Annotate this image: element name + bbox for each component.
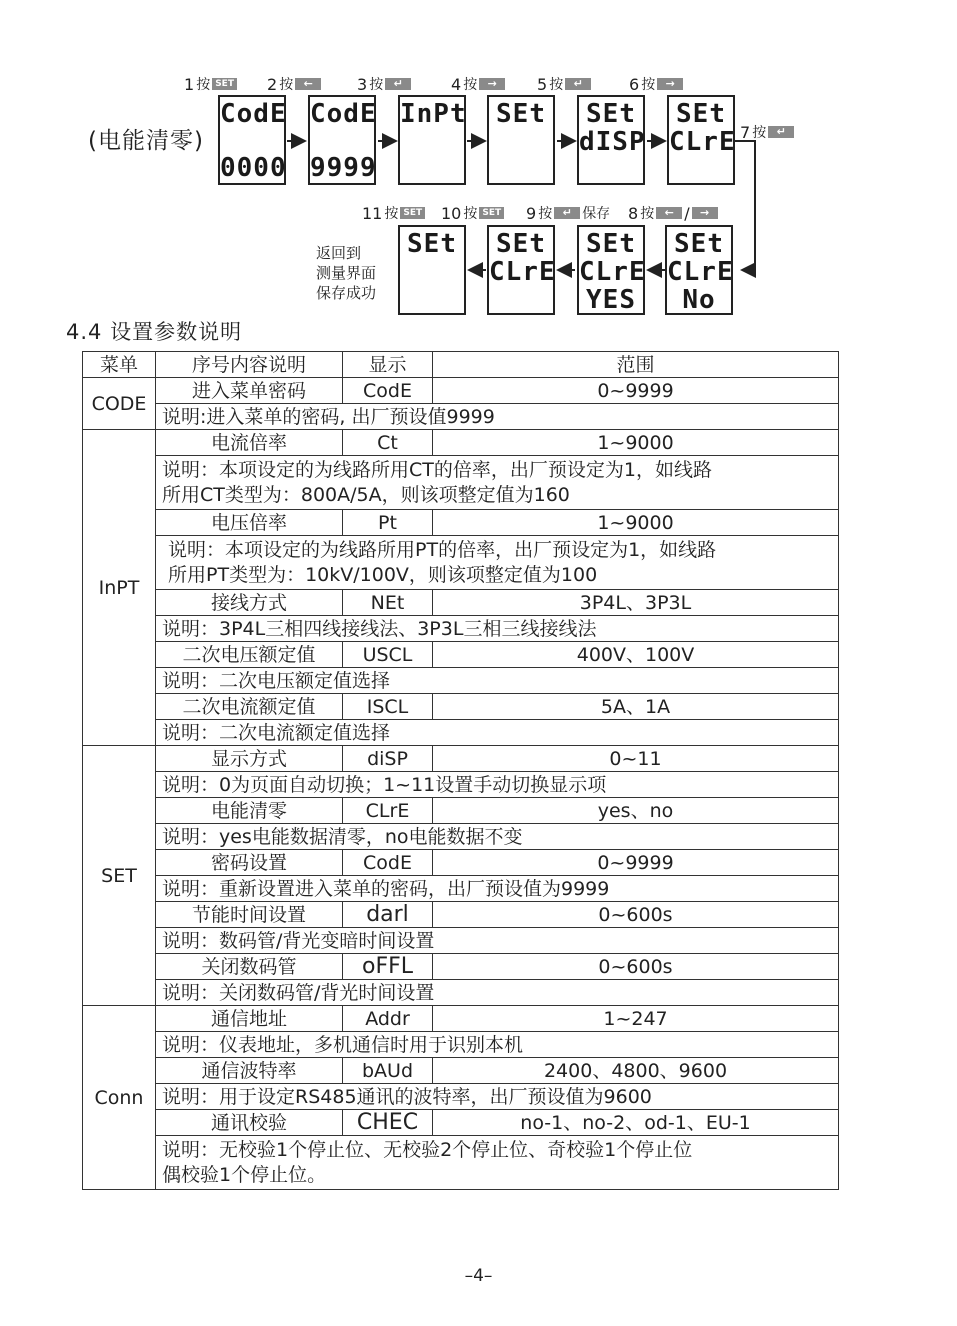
lcd-line-bottom: No	[682, 285, 716, 315]
item-range: 1~247	[433, 1006, 839, 1032]
table-note-row	[83, 720, 839, 746]
step-2	[267, 74, 321, 94]
item-note	[156, 536, 839, 590]
lcd-set	[487, 95, 555, 185]
step-3	[357, 74, 411, 94]
table-note-row	[83, 928, 839, 954]
item-note: 说明：yes电能数据清零，no电能数据不变	[156, 824, 839, 850]
item-display: bAUd	[343, 1058, 433, 1084]
lcd-set-clre-saved	[487, 225, 555, 315]
lcd-line-bottom: dISP	[579, 127, 646, 157]
menu-cell-conn: Conn	[83, 1006, 156, 1190]
menu-cell-inpt: InPT	[83, 430, 156, 746]
step-7	[740, 122, 794, 142]
table-note-row	[83, 876, 839, 902]
item-range: yes、no	[433, 798, 839, 824]
header-menu: 菜单	[83, 352, 156, 378]
step-text: 按	[549, 77, 564, 93]
table-row	[83, 1110, 839, 1136]
item-note-line: 所用PT类型为：10kV/100V，则该项整定值为100	[168, 563, 598, 586]
return-note-line: 测量界面	[316, 264, 377, 282]
item-name: 二次电流额定值	[156, 694, 343, 720]
item-display: oFFL	[343, 954, 433, 980]
lcd-line-middle: CLrE	[667, 257, 734, 287]
set-key-icon: SET	[479, 207, 504, 219]
table-note-row	[83, 824, 839, 850]
table-row	[83, 694, 839, 720]
table-note-row	[83, 536, 839, 590]
step-number: 5	[537, 74, 548, 94]
table-row	[83, 1058, 839, 1084]
step-text: 按	[463, 206, 478, 222]
table-row	[83, 954, 839, 980]
step-number: 8	[628, 203, 639, 223]
lcd-code-0000	[218, 95, 286, 185]
lcd-set-final	[398, 225, 466, 315]
item-range: no-1、no-2、od-1、EU-1	[433, 1110, 839, 1136]
step-text: 按	[641, 77, 656, 93]
table-note-row	[83, 772, 839, 798]
item-display: CLrE	[343, 798, 433, 824]
item-display: Ct	[343, 430, 433, 456]
lcd-line-top: SEt	[676, 99, 726, 129]
item-name: 显示方式	[156, 746, 343, 772]
step-6	[629, 74, 683, 94]
item-note	[156, 1136, 839, 1190]
enter-key-icon: ↵	[565, 78, 591, 90]
item-name: 密码设置	[156, 850, 343, 876]
step-number: 3	[357, 74, 368, 94]
right-arrow-key-icon: →	[479, 78, 505, 90]
step-number: 6	[629, 74, 640, 94]
item-display: CodE	[343, 378, 433, 404]
step-11	[362, 203, 425, 223]
item-display: diSP	[343, 746, 433, 772]
step-text: 按	[384, 206, 399, 222]
step-number: 11	[362, 203, 383, 223]
lcd-line-bottom: 0000	[220, 153, 287, 183]
step-number: 9	[526, 203, 537, 223]
return-note-line: 保存成功	[316, 284, 377, 302]
table-note-row	[83, 668, 839, 694]
item-range: 5A、1A	[433, 694, 839, 720]
item-range: 0~600s	[433, 954, 839, 980]
item-name: 接线方式	[156, 590, 343, 616]
item-name: 通讯校验	[156, 1110, 343, 1136]
step-separator: /	[684, 203, 690, 223]
lcd-line-top: CodE	[220, 99, 287, 129]
flow-diagram	[0, 0, 957, 320]
lcd-set-clre-no	[665, 225, 733, 315]
lcd-line-top: CodE	[310, 99, 377, 129]
lcd-set-clre-yes	[577, 225, 645, 315]
item-note: 说明:进入菜单的密码, 出厂预设值9999	[156, 404, 839, 430]
step-number: 7	[740, 122, 751, 142]
table-row	[83, 1006, 839, 1032]
table-note-row	[83, 1136, 839, 1190]
lcd-set-clre	[667, 95, 735, 185]
table-row	[83, 798, 839, 824]
lcd-line-top: InPt	[400, 99, 467, 129]
set-key-icon: SET	[400, 207, 425, 219]
table-note-row	[83, 1032, 839, 1058]
lcd-line-bottom: CLrE	[669, 127, 736, 157]
item-note: 说明：3P4L三相四线接线法、3P3L三相三线接线法	[156, 616, 839, 642]
item-note-line: 说明：无校验1个停止位、无校验2个停止位、奇校验1个停止位	[162, 1138, 693, 1161]
lcd-set-disp	[577, 95, 645, 185]
enter-key-icon: ↵	[768, 126, 794, 138]
lcd-line-top: SEt	[407, 229, 457, 259]
item-range: 0~9999	[433, 850, 839, 876]
item-name: 节能时间设置	[156, 902, 343, 928]
item-note: 说明：二次电压额定值选择	[156, 668, 839, 694]
table-row	[83, 378, 839, 404]
item-note: 说明：用于设定RS485通讯的波特率，出厂预设值为9600	[156, 1084, 839, 1110]
lcd-line-top: SEt	[674, 229, 724, 259]
table-note-row	[83, 616, 839, 642]
step-10	[441, 203, 504, 223]
item-name: 关闭数码管	[156, 954, 343, 980]
step-number: 4	[451, 74, 462, 94]
diagram-label: (电能清零)	[88, 128, 204, 154]
enter-key-icon: ↵	[554, 207, 580, 219]
step-text: 按	[279, 77, 294, 93]
item-note	[156, 456, 839, 510]
step-1	[184, 74, 237, 94]
item-display: ISCL	[343, 694, 433, 720]
lcd-line-top: SEt	[496, 229, 546, 259]
step-number: 10	[441, 203, 462, 223]
parameter-table	[82, 351, 839, 1190]
table-note-row	[83, 1084, 839, 1110]
menu-cell-code: CODE	[83, 378, 156, 430]
table-note-row	[83, 404, 839, 430]
item-range: 400V、100V	[433, 642, 839, 668]
step-text: 按	[752, 125, 767, 141]
page-number: –4–	[464, 1266, 493, 1286]
step-number: 2	[267, 74, 278, 94]
item-note-line: 说明：本项设定的为线路所用PT的倍率，出厂预设定为1，如线路	[168, 538, 717, 561]
left-arrow-key-icon: ←	[295, 78, 321, 90]
item-note-line: 说明：本项设定的为线路所用CT的倍率，出厂预设定为1，如线路	[162, 458, 712, 481]
table-header-row	[83, 352, 839, 378]
item-name: 电流倍率	[156, 430, 343, 456]
item-note-line: 偶校验1个停止位。	[162, 1163, 327, 1186]
item-name: 电能清零	[156, 798, 343, 824]
lcd-line-top: SEt	[586, 99, 636, 129]
header-content: 序号内容说明	[156, 352, 343, 378]
item-range: 0~11	[433, 746, 839, 772]
right-arrow-key-icon: →	[657, 78, 683, 90]
item-name: 通信波特率	[156, 1058, 343, 1084]
step-5	[537, 74, 591, 94]
step-4	[451, 74, 505, 94]
item-display: Pt	[343, 510, 433, 536]
item-range: 3P4L、3P3L	[433, 590, 839, 616]
item-range: 1~9000	[433, 430, 839, 456]
step-text: 按	[369, 77, 384, 93]
table-row	[83, 850, 839, 876]
menu-cell-set: SET	[83, 746, 156, 1006]
item-note: 说明：二次电流额定值选择	[156, 720, 839, 746]
item-note: 说明：数码管/背光变暗时间设置	[156, 928, 839, 954]
item-range: 2400、4800、9600	[433, 1058, 839, 1084]
item-display: Addr	[343, 1006, 433, 1032]
lcd-line-bottom: 9999	[310, 153, 377, 183]
section-title: 4.4 设置参数说明	[66, 320, 243, 344]
step-9	[526, 203, 610, 223]
step-text: 按	[463, 77, 478, 93]
right-arrow-key-icon: →	[692, 207, 718, 219]
table-row	[83, 642, 839, 668]
item-name: 二次电压额定值	[156, 642, 343, 668]
return-note	[316, 243, 376, 303]
table-note-row	[83, 456, 839, 510]
enter-key-icon: ↵	[385, 78, 411, 90]
step-number: 1	[184, 74, 195, 94]
step-8	[628, 203, 718, 223]
step-text: 按	[640, 206, 655, 222]
table-row	[83, 902, 839, 928]
left-arrow-key-icon: ←	[656, 207, 682, 219]
item-display: CHEC	[343, 1110, 433, 1136]
header-range: 范围	[433, 352, 839, 378]
lcd-line-bottom: CLrE	[489, 257, 556, 287]
table-note-row	[83, 980, 839, 1006]
lcd-code-9999	[308, 95, 376, 185]
step-text: 按	[538, 206, 553, 222]
table-row	[83, 430, 839, 456]
table-row	[83, 590, 839, 616]
item-range: 0~600s	[433, 902, 839, 928]
item-name: 电压倍率	[156, 510, 343, 536]
table-row	[83, 746, 839, 772]
item-display: NEt	[343, 590, 433, 616]
item-note-line: 所用CT类型为：800A/5A，则该项整定值为160	[162, 483, 570, 506]
step-text: 按	[196, 77, 211, 93]
return-note-line: 返回到	[316, 244, 362, 262]
step-save-text: 保存	[582, 206, 611, 222]
flow-arrows	[0, 0, 957, 320]
item-name: 通信地址	[156, 1006, 343, 1032]
item-display: CodE	[343, 850, 433, 876]
item-range: 0~9999	[433, 378, 839, 404]
item-note: 说明：0为页面自动切换；1~11设置手动切换显示项	[156, 772, 839, 798]
set-key-icon: SET	[212, 78, 237, 90]
lcd-line-top: SEt	[496, 99, 546, 129]
item-note: 说明：关闭数码管/背光时间设置	[156, 980, 839, 1006]
item-range: 1~9000	[433, 510, 839, 536]
lcd-line-middle: CLrE	[579, 257, 646, 287]
header-display: 显示	[343, 352, 433, 378]
item-note: 说明：重新设置进入菜单的密码，出厂预设值为9999	[156, 876, 839, 902]
lcd-line-top: SEt	[586, 229, 636, 259]
lcd-line-bottom: YES	[586, 285, 636, 315]
item-name: 进入菜单密码	[156, 378, 343, 404]
item-note: 说明：仪表地址，多机通信时用于识别本机	[156, 1032, 839, 1058]
table-row	[83, 510, 839, 536]
item-display: USCL	[343, 642, 433, 668]
lcd-inpt	[398, 95, 466, 185]
item-display: darl	[343, 902, 433, 928]
